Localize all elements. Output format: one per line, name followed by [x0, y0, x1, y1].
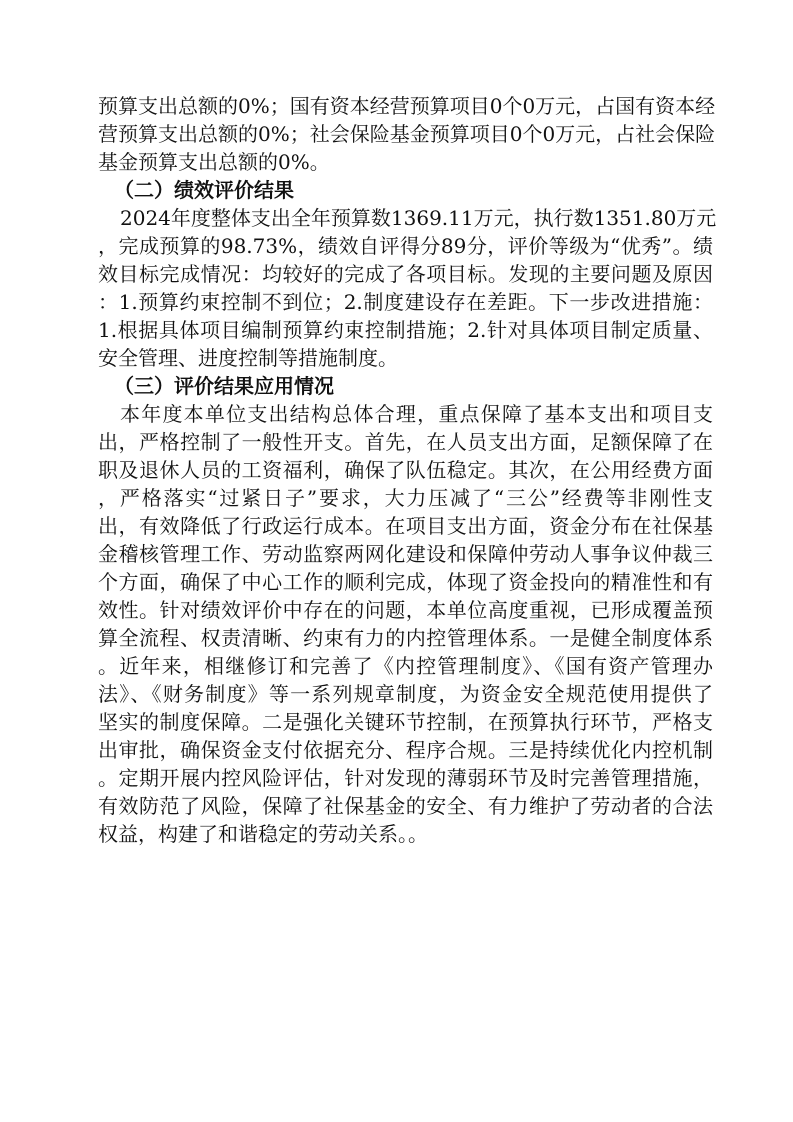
text-line: 本年度本单位支出结构总体合理，重点保障了基本支出和项目支: [120, 402, 713, 426]
heading-text: （三）评价结果应用情况: [114, 374, 334, 398]
heading-text: （二）绩效评价结果: [114, 178, 294, 202]
text-line: 安全管理、进度控制等措施制度。: [98, 346, 398, 370]
text-line: 出，严格控制了一般性开支。首先，在人员支出方面，足额保障了在: [98, 430, 713, 454]
text-line: 法》、《财务制度》等一系列规章制度，为资金安全规范使用提供了: [98, 682, 713, 706]
paragraph: [98, 400, 713, 848]
text-line: 权益，构建了和谐稳定的劳动关系。。: [98, 822, 428, 846]
text-line: 营预算支出总额的0%；社会保险基金预算项目0个0万元，占社会保险: [98, 122, 716, 146]
text-line: 个方面，确保了中心工作的顺利完成，体现了资金投向的精准性和有: [98, 570, 713, 594]
text-line: 。定期开展内控风险评估，针对发现的薄弱环节及时完善管理措施，: [98, 766, 713, 790]
text-line: 预算支出总额的0%；国有资本经营预算项目0个0万元，占国有资本经: [98, 94, 716, 118]
section-heading: [98, 372, 713, 400]
text-line: 2024年度整体支出全年预算数1369.11万元，执行数1351.80万元: [120, 206, 717, 230]
text-line: 坚实的制度保障。二是强化关键环节控制，在预算执行环节，严格支: [98, 710, 713, 734]
text-line: ：1.预算约束控制不到位；2.制度建设存在差距。下一步改进措施：: [98, 290, 713, 314]
text-line: ，完成预算的98.73%，绩效自评得分89分，评价等级为“优秀”。绩: [98, 234, 713, 258]
text-line: 1.根据具体项目编制预算约束控制措施；2.针对具体项目制定质量、: [98, 318, 713, 342]
text-line: 金稽核管理工作、劳动监察两网化建设和保障仲劳动人事争议仲裁三: [98, 542, 713, 566]
text-line: 职及退休人员的工资福利，确保了队伍稳定。其次，在公用经费方面: [98, 458, 713, 482]
document-body: [98, 92, 717, 848]
text-line: 出审批，确保资金支付依据充分、程序合规。三是持续优化内控机制: [98, 738, 713, 762]
text-line: 有效防范了风险，保障了社保基金的安全、有力维护了劳动者的合法: [98, 794, 713, 818]
section-heading: [98, 176, 713, 204]
text-line: 。近年来，相继修订和完善了《内控管理制度》、《国有资产管理办: [98, 654, 713, 678]
paragraph: [98, 204, 717, 372]
text-line: ，严格落实“过紧日子”要求，大力压减了“三公”经费等非刚性支: [98, 486, 713, 510]
text-line: 算全流程、权责清晰、约束有力的内控管理体系。一是健全制度体系: [98, 626, 713, 650]
text-line: 出，有效降低了行政运行成本。在项目支出方面，资金分布在社保基: [98, 514, 713, 538]
text-line: 效性。针对绩效评价中存在的问题，本单位高度重视，已形成覆盖预: [98, 598, 713, 622]
paragraph: [98, 92, 716, 176]
text-line: 基金预算支出总额的0%。: [98, 150, 330, 174]
text-line: 效目标完成情况：均较好的完成了各项目标。发现的主要问题及原因: [98, 262, 713, 286]
